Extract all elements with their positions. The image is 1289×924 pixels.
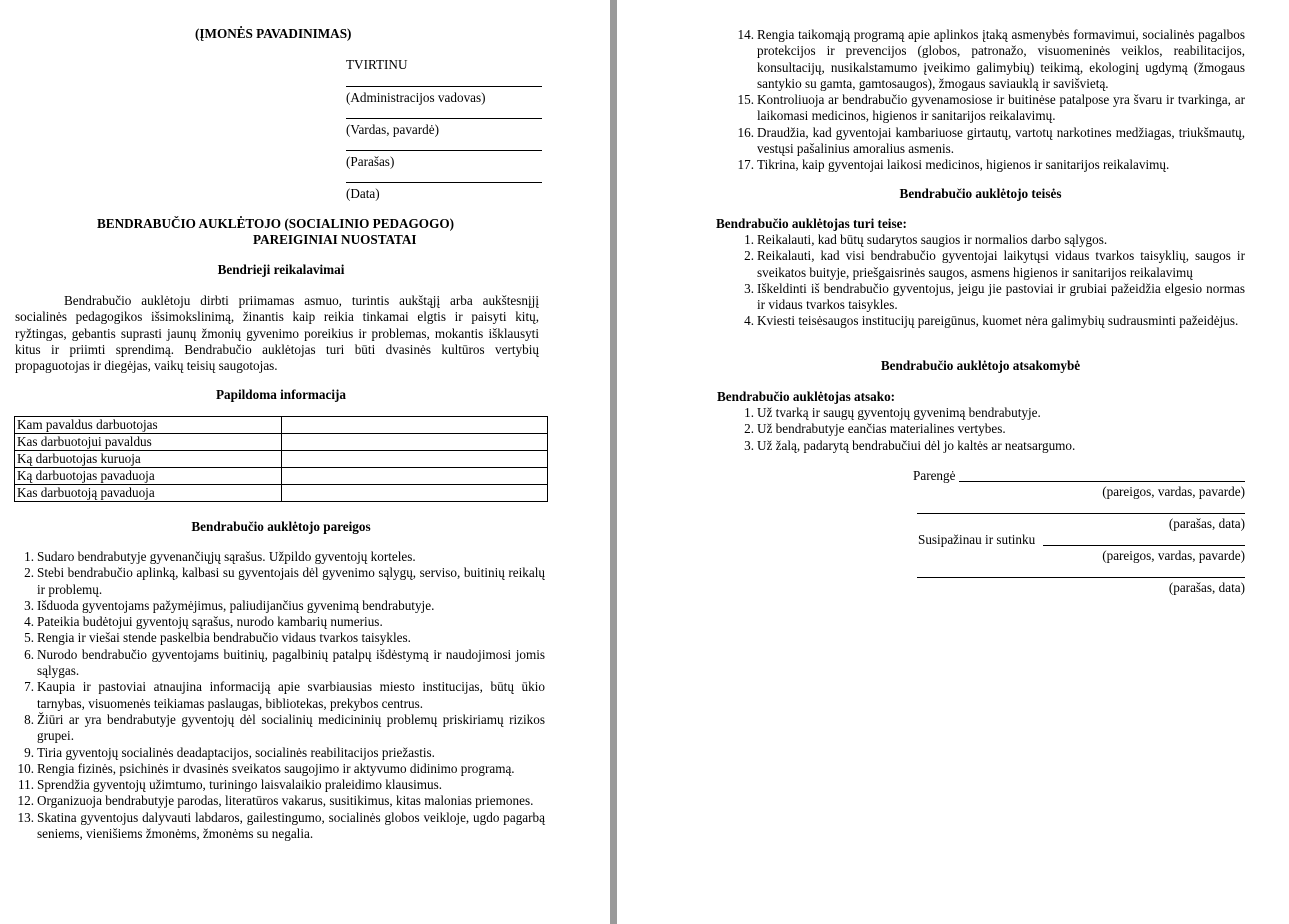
list-item-number: 10. bbox=[17, 760, 34, 776]
list-item-number: 1. bbox=[744, 405, 754, 420]
list-item-text: Žiūri ar yra bendrabutyje gyventojų dėl socialinių medicininių problemų priskiriamų rizikos grupei. bbox=[37, 711, 545, 744]
prepared-signature-hint: (parašas, data) bbox=[1168, 516, 1245, 531]
list-item bbox=[0, 777, 545, 793]
list-item bbox=[0, 679, 545, 712]
prepared-signature-line[interactable] bbox=[917, 513, 1245, 514]
list-item-number: 8. bbox=[24, 711, 34, 727]
acknowledged-signature-hint: (parašas, data) bbox=[1168, 580, 1245, 595]
table-value-cell[interactable] bbox=[282, 434, 548, 451]
document-page-right bbox=[617, 0, 1289, 924]
list-item-number: 16. bbox=[737, 124, 754, 140]
section-heading-general: Bendrieji reikalavimai bbox=[217, 262, 345, 277]
list-item bbox=[716, 125, 1245, 158]
list-item-text: Pateikia budėtojui gyventojų sąrašus, nurodo kambarių numerius. bbox=[37, 614, 383, 630]
list-item-number: 4. bbox=[744, 313, 754, 329]
list-item bbox=[0, 549, 545, 565]
list-item-number: 15. bbox=[737, 92, 754, 108]
approve-title: TVIRTINU bbox=[346, 57, 408, 72]
list-item-number: 9. bbox=[24, 744, 34, 760]
list-item-number: 2. bbox=[24, 565, 34, 581]
company-name: (ĮMONĖS PAVADINIMAS) bbox=[195, 26, 352, 41]
list-item-number: 5. bbox=[24, 630, 34, 646]
list-item bbox=[0, 810, 545, 843]
list-item-text: Tikrina, kaip gyventojai laikosi medicinos, higienos ir sanitarijos reikalavimų. bbox=[757, 157, 1170, 173]
table-row bbox=[15, 434, 548, 451]
document-title-line2: PAREIGINIAI NUOSTATAI bbox=[253, 232, 417, 247]
list-item-number: 2. bbox=[744, 421, 754, 437]
acknowledged-label: Susipažinau ir sutinku bbox=[918, 532, 1036, 547]
table-value-cell[interactable] bbox=[282, 468, 548, 485]
approve-field-date: (Data) bbox=[346, 186, 380, 201]
list-item bbox=[0, 630, 545, 646]
list-item bbox=[0, 712, 545, 745]
list-item-number: 3. bbox=[744, 437, 754, 453]
list-item-text: Iškeldinti iš bendrabučio gyventojus, jeigu jie pastoviai ir grubiai pažeidžia elgesio normas ir vidaus tvarkos taisykles. bbox=[757, 280, 1245, 313]
rights-lead: Bendrabučio auklėtojas turi teise: bbox=[716, 216, 907, 231]
list-item-text: Skatina gyventojus dalyvauti labdaros, gailestingumo, socialinės globos veikloje, ugdo pagarbą seniems, vienišiems žmonėms, žmonėms su negalia. bbox=[37, 809, 545, 842]
list-item-text: Kviesti teisėsaugos institucijų pareigūnus, kuomet nėra galimybių sudrausminti pažeidėjus. bbox=[757, 313, 1239, 329]
list-item-number: 7. bbox=[24, 679, 34, 695]
list-item bbox=[0, 614, 545, 630]
table-value-cell[interactable] bbox=[282, 485, 548, 502]
general-requirements-text: Bendrabučio auklėtoju dirbti priimamas asmuo, turintis aukštąjį arba aukštesnįjį socialinės pedagogikos išsimokslinimą, žinantis kaip reikia tinkamai elgtis ir paisyti kitų, ryžtingas, gebantis suprasti jaunų žmonių gyvenimo poreikius ir problemas, mokantis išklausyti kitus ir priimti sprendimą. Bendrabučio auklėtojas turi būti dvasinės kultūros vertybių propaguotojas ir diegėjas, vaikų teisių saugotojas. bbox=[15, 293, 539, 374]
table-row bbox=[15, 468, 548, 485]
approve-line bbox=[346, 182, 542, 183]
list-item bbox=[716, 248, 1245, 281]
table-value-cell[interactable] bbox=[282, 417, 548, 434]
prepared-label: Parengė bbox=[913, 468, 956, 483]
list-item-number: 11. bbox=[18, 777, 34, 793]
list-item-text: Reikalauti, kad visi bendrabučio gyventojai laikytųsi vidaus tvarkos taisyklių, saugos ir sveikatos buityje, priešgaisrinės saugos, asmens higienos ir sanitarijos reikalavimų bbox=[757, 248, 1245, 280]
approve-field-head: (Administracijos vadovas) bbox=[346, 90, 486, 105]
section-heading-additional: Papildoma informacija bbox=[215, 387, 347, 402]
table-label-cell: Kas darbuotoją pavaduoja bbox=[15, 485, 282, 502]
acknowledged-line[interactable] bbox=[1043, 545, 1245, 546]
section-heading-rights: Bendrabučio auklėtojo teisės bbox=[899, 186, 1062, 201]
list-item bbox=[716, 92, 1245, 125]
table-row bbox=[15, 451, 548, 468]
approve-line bbox=[346, 86, 542, 87]
list-item-number: 3. bbox=[744, 280, 754, 296]
table-label-cell: Kam pavaldus darbuotojas bbox=[15, 417, 282, 434]
duties-list bbox=[0, 549, 545, 842]
prepared-position-hint: (pareigos, vardas, pavarde) bbox=[1102, 484, 1245, 499]
list-item-text: Nurodo bendrabučio gyventojams buitinių, pagalbinių patalpų išdėstymą ir naudojimosi jomis sąlygas. bbox=[37, 646, 545, 679]
table-label-cell: Kas darbuotojui pavaldus bbox=[15, 434, 282, 451]
section-heading-responsibility: Bendrabučio auklėtojo atsakomybė bbox=[880, 358, 1081, 373]
list-item bbox=[0, 647, 545, 680]
list-item bbox=[716, 313, 1245, 329]
table-row bbox=[15, 417, 548, 434]
approve-line bbox=[346, 150, 542, 151]
list-item-text: Už žalą, padarytą bendrabučiui dėl jo kaltės ar neatsargumo. bbox=[757, 437, 1076, 453]
acknowledged-position-hint: (pareigos, vardas, pavarde) bbox=[1102, 548, 1245, 563]
list-item bbox=[716, 405, 1245, 421]
acknowledged-signature-line[interactable] bbox=[917, 577, 1245, 578]
list-item-text: Už tvarką ir saugų gyventojų gyvenimą bendrabutyje. bbox=[757, 405, 1041, 420]
table-label-cell: Ką darbuotojas kuruoja bbox=[15, 451, 282, 468]
rights-list bbox=[716, 232, 1245, 330]
list-item bbox=[716, 421, 1245, 437]
list-item-text: Išduoda gyventojams pažymėjimus, paliudijančius gyvenimą bendrabutyje. bbox=[37, 597, 435, 613]
list-item-text: Rengia taikomąją programą apie aplinkos įtaką asmenybės formavimui, socialinės pagalbos protekcijos ir prevencijos (globos, patronažo, visuomeninės veiklos, reabilitacijos, konsultacijų, nusikalstamumo įveikimo galimybių) teikimą, ekologinį ugdymą (žmogaus santykio su gamta, gamtosaugos), žmogaus saviauklą ir savišvietą. bbox=[757, 27, 1245, 91]
list-item-number: 6. bbox=[24, 646, 34, 662]
responsibility-lead: Bendrabučio auklėtojas atsako: bbox=[717, 389, 896, 404]
approve-field-name: (Vardas, pavardė) bbox=[346, 122, 439, 137]
list-item-text: Kaupia ir pastoviai atnaujina informaciją apie svarbiausias miesto institucijas, būtų ūkio tarnybas, visuomenės teikiamas paslaugas, bibliotekas, prekybos centrus. bbox=[37, 679, 545, 711]
list-item-text: Sudaro bendrabutyje gyvenančiųjų sąrašus. Užpildo gyventojų korteles. bbox=[37, 549, 416, 564]
list-item bbox=[0, 761, 545, 777]
list-item-text: Kontroliuoja ar bendrabučio gyvenamosiose ir buitinėse patalpose yra švaru ir tvarkinga, ar laikomasi medicinos, higienos ir sanitarijos reikalavimų. bbox=[757, 92, 1245, 124]
document-title-line1: BENDRABUČIO AUKLĖTOJO (SOCIALINIO PEDAGOGO) bbox=[97, 216, 454, 231]
list-item bbox=[716, 281, 1245, 314]
list-item-number: 12. bbox=[17, 793, 34, 809]
list-item-number: 17. bbox=[737, 157, 754, 173]
duties-list-continued bbox=[716, 27, 1245, 174]
list-item-text: Organizuoja bendrabutyje parodas, literatūros vakarus, susitikimus, kitas malonias priemones. bbox=[37, 793, 534, 809]
approve-field-signature: (Parašas) bbox=[346, 154, 395, 169]
list-item-number: 1. bbox=[744, 232, 754, 247]
prepared-line[interactable] bbox=[959, 481, 1245, 482]
list-item bbox=[716, 232, 1245, 248]
list-item-text: Draudžia, kad gyventojai kambariuose girtautų, vartotų narkotines medžiagas, triukšmautų, vestųsi pašalinius amoralius asmenis. bbox=[757, 124, 1245, 157]
list-item-text: Už bendrabutyje eančias materialines vertybes. bbox=[757, 421, 1006, 437]
list-item-number: 1. bbox=[24, 549, 34, 564]
list-item bbox=[0, 745, 545, 761]
list-item-number: 4. bbox=[24, 614, 34, 630]
table-value-cell[interactable] bbox=[282, 451, 548, 468]
list-item-number: 13. bbox=[17, 809, 34, 825]
list-item-text: Sprendžia gyventojų užimtumo, turiningo laisvalaikio praleidimo klausimus. bbox=[37, 777, 443, 793]
list-item-text: Rengia fizinės, psichinės ir dvasinės sveikatos saugojimo ir aktyvumo didinimo programą. bbox=[37, 760, 515, 776]
list-item-number: 14. bbox=[737, 27, 754, 42]
list-item bbox=[716, 438, 1245, 454]
list-item-text: Stebi bendrabučio aplinką, kalbasi su gyventojais dėl gyvenimo sąlygų, serviso, buitinių reikalų ir problemų. bbox=[37, 565, 545, 597]
list-item bbox=[0, 565, 545, 598]
list-item-number: 2. bbox=[744, 248, 754, 264]
table-label-cell: Ką darbuotojas pavaduoja bbox=[15, 468, 282, 485]
list-item-text: Rengia ir viešai stende paskelbia bendrabučio vidaus tvarkos taisykles. bbox=[37, 630, 411, 646]
list-item-number: 3. bbox=[24, 597, 34, 613]
list-item-text: Reikalauti, kad būtų sudarytos saugios ir normalios darbo sąlygos. bbox=[757, 232, 1108, 247]
section-heading-duties: Bendrabučio auklėtojo pareigos bbox=[191, 519, 371, 534]
responsibility-list bbox=[716, 405, 1245, 454]
list-item bbox=[0, 793, 545, 809]
additional-info-table bbox=[14, 416, 548, 502]
list-item-text: Tiria gyventojų socialinės deadaptacijos, socialinės reabilitacijos priežastis. bbox=[37, 744, 435, 760]
list-item bbox=[716, 27, 1245, 92]
table-row bbox=[15, 485, 548, 502]
list-item bbox=[716, 157, 1245, 173]
document-page-left bbox=[0, 0, 610, 924]
approve-line bbox=[346, 118, 542, 119]
page-gutter bbox=[610, 0, 617, 924]
list-item bbox=[0, 598, 545, 614]
